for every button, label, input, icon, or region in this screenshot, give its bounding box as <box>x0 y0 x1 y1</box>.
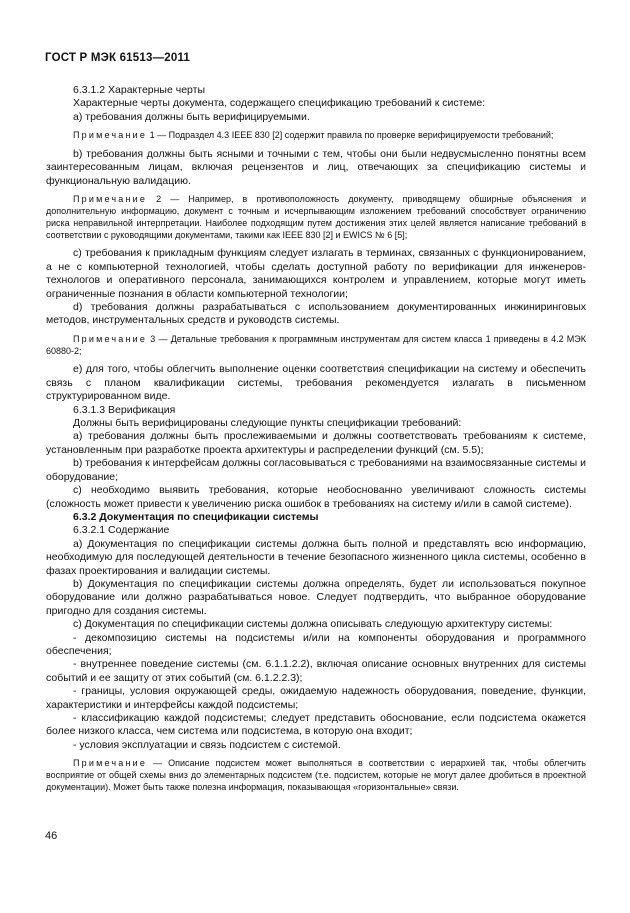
note <box>46 758 586 793</box>
note <box>46 334 586 358</box>
section-heading: 6.3.1.2 Характерные черты <box>73 84 206 96</box>
note <box>46 194 586 241</box>
section-heading: 6.3.1.3 Верификация <box>73 403 176 416</box>
list-item: d) требования должны разрабатываться с использованием документированных инжиниринговых методов, инструментальных средств и руководств системы. <box>46 301 586 327</box>
list-item: с) необходимо выявить требования, которые необоснованно увеличивают сложность системы (сложность может привести к увеличению риска ошибок в требованиях на систему и/или в самой системе). <box>46 484 586 510</box>
note-text: 1 — Подраздел 4.3 IEEE 830 [2] содержит правила по проверке верифицируемости требований; <box>147 130 554 141</box>
list-item: е) для того, чтобы облегчить выполнение оценки соответствия спецификации на систему и обеспечить связь с планом квалификации системы, требования рекомендуется излагать в письменном структурированном виде. <box>46 363 586 403</box>
list-item: с) Документация по спецификации системы должна описывать следующую архитектуру системы: <box>73 618 553 631</box>
list-item: а) требования должны быть верифицируемыми. <box>73 110 310 123</box>
note-label: Примечание <box>73 758 148 769</box>
note <box>46 130 586 142</box>
note-text: 3 — Детальные требования к программным инструментам для систем класса 1 приведены в 4.2 МЭК 60880-2; <box>46 333 586 356</box>
list-item: - декомпозицию системы на подсистемы и/или на компоненты оборудования и программного обеспечения; <box>46 631 586 657</box>
note-text: — Описание подсистем может выполняться в соответствии с иерархией так, чтобы облегчить восприятие от общей схемы вниз до элементарных подсистем (т.е. подсистем, которые не могут далее дробиться в проектной документации). Может быть также полезна информация, показывающая «горизонтальные» связи. <box>46 758 586 792</box>
document-body <box>46 84 586 794</box>
list-item: а) требования должны быть прослеживаемыми и должны соответствовать требованиям к системе, установленным при разработке проекта архитектуры и распределении функций (см. 5.5); <box>46 430 586 456</box>
list-item: а) Документация по спецификации системы должна быть полной и представлять всю информацию, необходимую для последующей деятельности в течение безопасного жизненного цикла системы, особенно в фазах проектирования и валидации системы. <box>46 537 586 577</box>
section-heading-bold: 6.3.2 Документация по спецификации системы <box>73 510 319 523</box>
list-item: - внутреннее поведение системы (см. 6.1.1.2.2), включая описание основных внутренних для системы событий и ее защиту от этих событий (см. 6.1.2.2.3); <box>46 658 586 684</box>
paragraph: Должны быть верифицированы следующие пункты спецификации требований: <box>73 417 462 430</box>
document-header: ГОСТ Р МЭК 61513—2011 <box>45 52 191 64</box>
paragraph: Характерные черты документа, содержащего спецификацию требований к системе: <box>73 97 486 110</box>
list-item: - условия эксплуатации и связь подсистем с системой. <box>73 738 341 751</box>
note-label: Примечание <box>73 333 148 344</box>
note-text: 2 — Например, в противоположность документу, приводящему обширные объяснения и дополнительную информацию, документ с точным и исчерпывающим изложением требований способствует ограничению риска неправильной интерпретации. Наиболее подходящим путем достижения этих целей является написание требований в соответствии с руководящими документами, такими как IEEE 830 [2] и EWICS № 6 [5]; <box>46 194 586 240</box>
list-item: с) требования к прикладным функциям следует излагать в терминах, связанных с функционированием, а не с компьютерной технологией, чтобы сделать доступной работу по верификации для инженеров-технологов и оперативного персонала, занимающихся контролем и управлением, которые могут иметь ограниченные познания в области компьютерной технологии; <box>46 247 586 300</box>
note-label: Примечание <box>73 130 148 141</box>
list-item: - границы, условия окружающей среды, ожидаемую надежность оборудования, поведение, функции, характеристики и интерфейсы каждой подсистемы; <box>46 685 586 711</box>
section-heading: 6.3.2.1 Содержание <box>73 524 170 537</box>
list-item: - классификацию каждой подсистемы; следует представить обоснование, если подсистема окажется более низкого класса, чем система или подсистема, в которую она входит; <box>46 712 586 738</box>
note-label: Примечание <box>73 194 148 205</box>
list-item: b) Документация по спецификации системы должна определять, будет ли использоваться покупное оборудование или должно разрабатываться новое. Следует подтвердить, что выбранное оборудование пригодно для создания системы. <box>46 577 586 617</box>
list-item: b) требования должны быть ясными и точными с тем, чтобы они были недвусмысленно понятны всем заинтересованным лицам, включая рецензентов и лиц, отвечающих за спецификацию системы и функциональную валидацию. <box>46 148 586 187</box>
page-number: 46 <box>45 830 58 842</box>
list-item: b) требования к интерфейсам должны согласовываться с требованиями на взаимосвязанные системы и оборудование; <box>46 457 586 483</box>
